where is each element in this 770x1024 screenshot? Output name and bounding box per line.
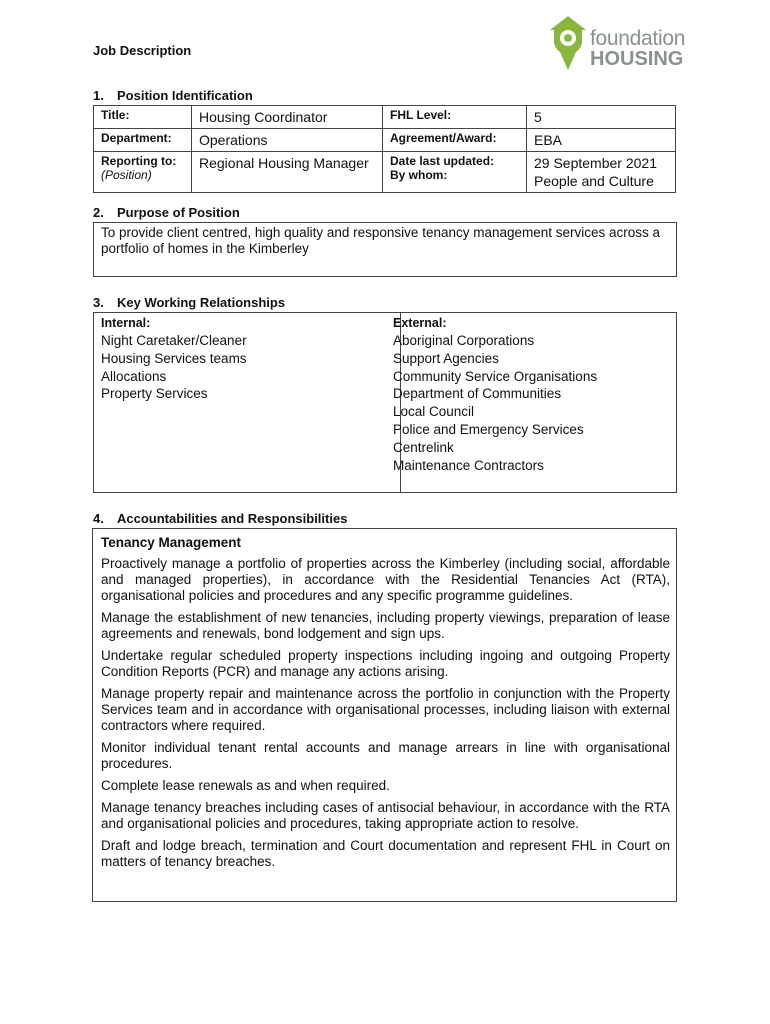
responsibility-paragraph: Manage the establishment of new tenancies, including property viewings, preparation of lease agreements and renewals, bond lodgement and sign ups.: [101, 610, 670, 641]
reporting-to-label: Reporting to: (Position): [94, 152, 192, 193]
section-1-heading: 1. Position Identification: [93, 88, 253, 103]
position-identification-table: [93, 105, 676, 193]
location-pin-house-icon: [548, 14, 588, 72]
section-2-heading: 2. Purpose of Position: [93, 205, 240, 220]
table-row: [94, 129, 676, 152]
responsibility-paragraph: Monitor individual tenant rental accounts and manage arrears in line with organisational procedures.: [101, 740, 670, 771]
responsibility-paragraph: Draft and lodge breach, termination and Court documentation and represent FHL in Court on matters of tenancy breaches.: [101, 838, 670, 869]
list-item: Department of Communities: [393, 386, 562, 402]
date-last-updated-value: 29 September 2021 People and Culture: [527, 152, 676, 193]
position-sublabel: (Position): [101, 168, 152, 182]
logo-text-housing: HOUSING: [590, 48, 684, 70]
list-item: Support Agencies: [393, 350, 499, 366]
list-item: Police and Emergency Services: [393, 421, 584, 437]
title-label: Title:: [94, 106, 192, 129]
table-row: [94, 106, 676, 129]
logo-text-foundation: foundation: [590, 27, 686, 50]
list-item: Maintenance Contractors: [393, 457, 544, 473]
by-whom-value: People and Culture: [534, 173, 654, 189]
list-item: Allocations: [101, 368, 167, 384]
internal-heading: Internal:: [101, 316, 151, 330]
document-title: Job Description: [93, 43, 192, 58]
fhl-level-label: FHL Level:: [383, 106, 527, 129]
table-row: [94, 152, 676, 193]
responsibility-paragraph: Undertake regular scheduled property inspections including ingoing and outgoing Property Condition Reports (PCR) and manage any actions arising.: [101, 648, 670, 679]
tenancy-management-heading: Tenancy Management: [101, 535, 242, 550]
external-heading: External:: [393, 316, 447, 330]
responsibility-paragraph: Manage property repair and maintenance across the portfolio in conjunction with the Property Services team and in accordance with organisational processes, including liaison with external contractors where required.: [101, 686, 670, 733]
list-item: Centrelink: [393, 439, 454, 455]
key-working-relationships-box: [93, 312, 677, 493]
list-item: Local Council: [393, 404, 475, 420]
section-3-heading: 3. Key Working Relationships: [93, 295, 286, 310]
external-relationships: [386, 313, 676, 492]
by-whom-label: By whom:: [390, 168, 448, 182]
purpose-of-position-box: To provide client centred, high quality and responsive tenancy management services across a portfolio of homes in the Kimberley: [93, 222, 677, 277]
responsibility-paragraph: Complete lease renewals as and when required.: [101, 778, 390, 793]
date-last-updated-label: Date last updated: By whom:: [383, 152, 527, 193]
title-value: Housing Coordinator: [192, 106, 383, 129]
section-4-heading: 4. Accountabilities and Responsibilities: [93, 511, 348, 526]
responsibility-paragraph: Proactively manage a portfolio of properties across the Kimberley (including social, affordable and managed properties), in accordance with the Residential Tenancies Act (RTA), organisational policies and procedures and any specific programme guidelines.: [101, 556, 670, 603]
list-item: Night Caretaker/Cleaner: [101, 333, 247, 348]
reporting-to-value: Regional Housing Manager: [192, 152, 383, 193]
responsibility-paragraph: Manage tenancy breaches including cases of antisocial behaviour, in accordance with the RTA and organisational policies and procedures, taking appropriate action to resolve.: [101, 800, 670, 831]
department-value: Operations: [192, 129, 383, 152]
list-item: Aboriginal Corporations: [393, 333, 535, 348]
agreement-award-value: EBA: [527, 129, 676, 152]
list-item: Housing Services teams: [101, 350, 247, 366]
fhl-level-value: 5: [527, 106, 676, 129]
list-item: Property Services: [101, 386, 208, 402]
list-item: Community Service Organisations: [393, 368, 598, 384]
agreement-award-label: Agreement/Award:: [383, 129, 527, 152]
internal-relationships: [94, 313, 401, 492]
department-label: Department:: [94, 129, 192, 152]
foundation-housing-logo: [548, 14, 708, 74]
accountabilities-box: [92, 528, 677, 902]
